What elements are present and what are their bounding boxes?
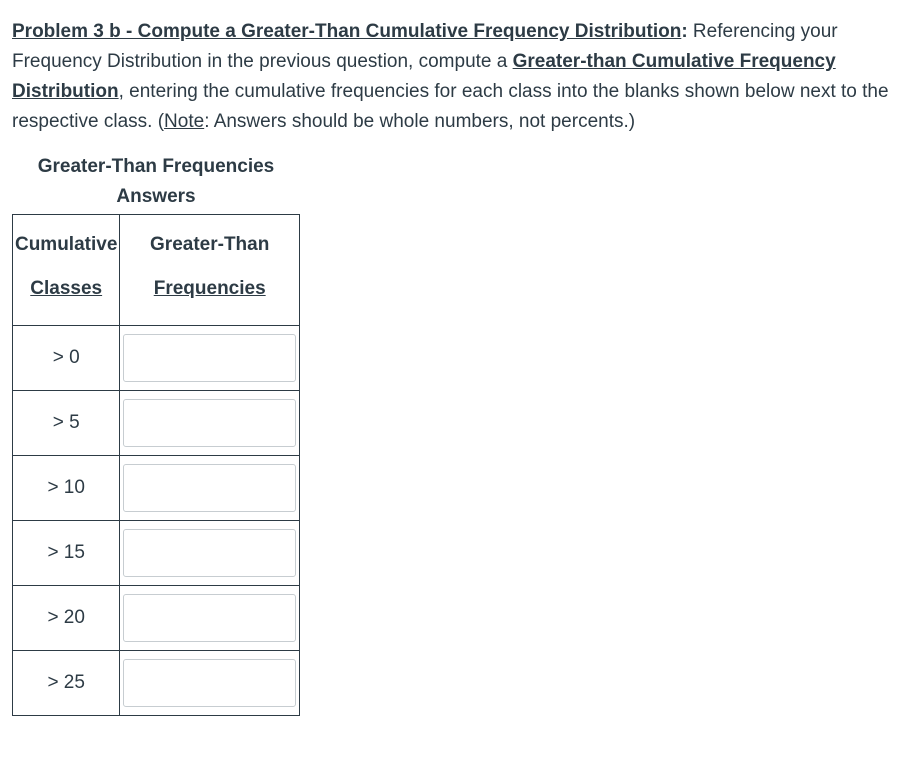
class-label: > 15 bbox=[13, 521, 120, 586]
class-label: > 25 bbox=[13, 651, 120, 716]
frequency-answer-input[interactable] bbox=[123, 594, 296, 642]
table-row bbox=[13, 521, 300, 586]
frequency-answer-input[interactable] bbox=[123, 334, 296, 382]
header-frequencies-label: Frequencies bbox=[153, 278, 266, 299]
header-cumulative-label: Cumulative bbox=[14, 234, 118, 255]
frequency-answer-input[interactable] bbox=[123, 464, 296, 512]
class-label: > 0 bbox=[13, 326, 120, 391]
question-title: Problem 3 b - Compute a Greater-Than Cumulative Frequency Distribution bbox=[12, 21, 682, 42]
section-subtitle: Answers bbox=[116, 186, 196, 207]
question-body-text: , entering the cumulative frequencies for each class into the blanks shown below next to the respective class. ( bbox=[12, 81, 889, 132]
question-intro-text: Referencing your Frequency Distribution in the previous question, compute a bbox=[12, 21, 838, 72]
question-title-colon: : bbox=[681, 21, 688, 42]
question-prompt bbox=[12, 17, 896, 137]
table-row bbox=[13, 651, 300, 716]
frequency-answer-input[interactable] bbox=[123, 529, 296, 577]
header-classes-label: Classes bbox=[30, 278, 103, 299]
table-row bbox=[13, 326, 300, 391]
header-greater-than-frequencies bbox=[120, 215, 300, 326]
table-row bbox=[13, 456, 300, 521]
class-label: > 20 bbox=[13, 586, 120, 651]
frequency-answer-input[interactable] bbox=[123, 399, 296, 447]
class-label: > 10 bbox=[13, 456, 120, 521]
table-row bbox=[13, 586, 300, 651]
frequency-answer-input[interactable] bbox=[123, 659, 296, 707]
question-key-term: Greater-than Cumulative Frequency Distribution bbox=[12, 51, 836, 102]
table-row bbox=[13, 391, 300, 456]
header-cumulative-classes bbox=[13, 215, 120, 326]
note-label: Note bbox=[164, 111, 205, 132]
section-title: Greater-Than Frequencies bbox=[37, 156, 275, 177]
table-header-row bbox=[13, 215, 300, 326]
class-label: > 5 bbox=[13, 391, 120, 456]
note-text: : Answers should be whole numbers, not percents.) bbox=[204, 111, 636, 132]
answer-table bbox=[12, 214, 300, 716]
header-greater-than-label: Greater-Than bbox=[150, 234, 270, 255]
